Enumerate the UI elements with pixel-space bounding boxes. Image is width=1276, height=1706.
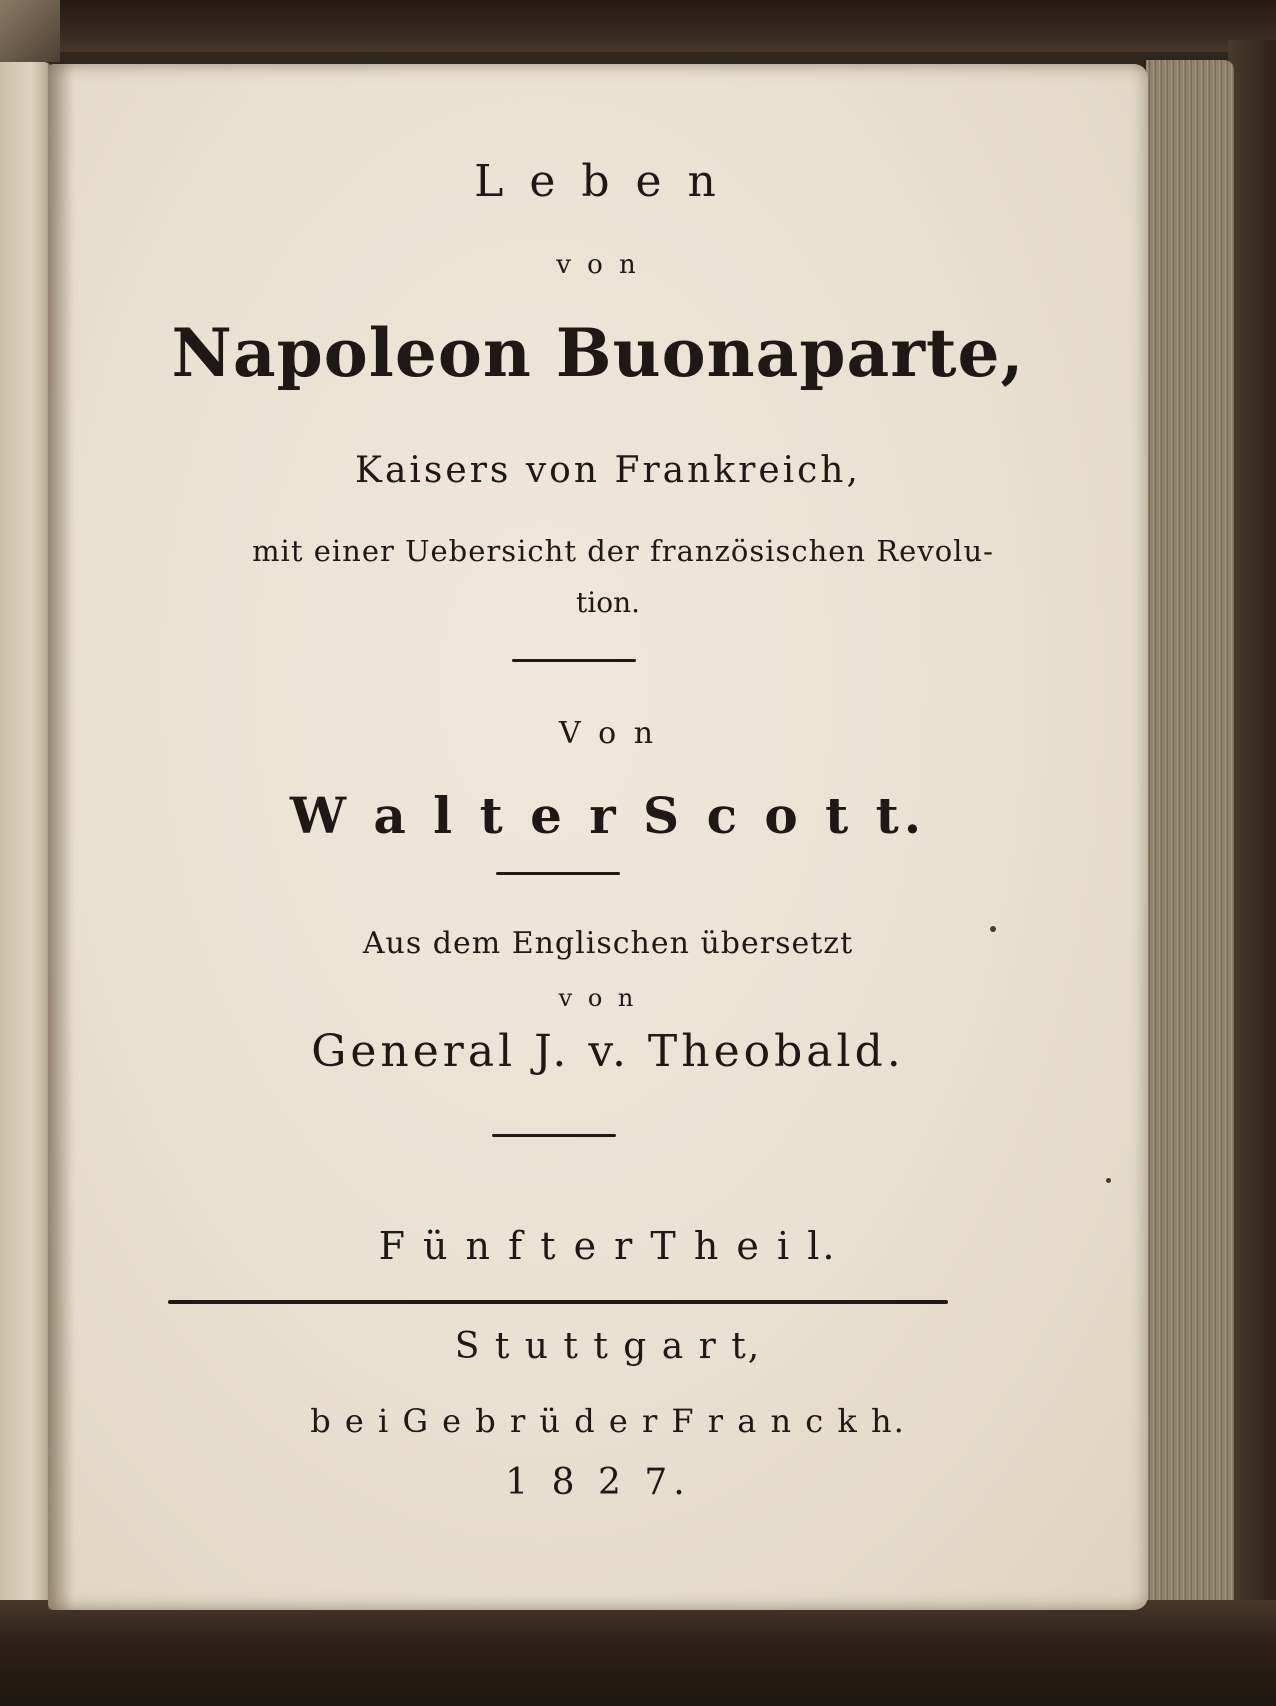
divider-rule-4	[168, 1300, 948, 1304]
von-line-2: v o n	[558, 984, 638, 1012]
translator-name: General J. v. Theobald.	[311, 1026, 905, 1077]
divider-rule-1	[512, 659, 636, 662]
binding-tab	[0, 0, 60, 62]
book-binding-bottom	[0, 1600, 1276, 1706]
left-page-edge	[0, 62, 52, 1608]
title-word: L e b e n	[474, 156, 722, 207]
subject-title: Kaisers von Frankreich,	[355, 450, 861, 491]
page-block-edges	[1146, 60, 1234, 1620]
translation-note: Aus dem Englischen übersetzt	[362, 926, 854, 961]
subtitle-line-1: mit einer Uebersicht der französischen Revolu-	[252, 534, 994, 568]
publisher-name: b e i G e b r ü d e r F r a n c k h.	[310, 1402, 906, 1440]
title-page	[48, 64, 1148, 1610]
book-binding-top	[0, 0, 1276, 52]
subject-name: Napoleon Buonaparte,	[171, 314, 1025, 392]
paper-speck	[1106, 1178, 1111, 1183]
von-line-1: v o n	[556, 250, 640, 280]
by-label: V o n	[558, 716, 658, 751]
volume-label: F ü n f t e r T h e i l.	[378, 1224, 838, 1268]
divider-rule-3	[492, 1134, 616, 1137]
book-cover-edge	[1228, 40, 1276, 1620]
divider-rule-2	[496, 872, 620, 875]
subtitle-line-2: tion.	[576, 586, 640, 619]
publication-year: 1 8 2 7.	[505, 1462, 691, 1503]
place-name: S t u t t g a r t,	[454, 1326, 762, 1367]
author-name: W a l t e r S c o t t.	[289, 786, 927, 845]
paper-speck	[990, 926, 996, 932]
